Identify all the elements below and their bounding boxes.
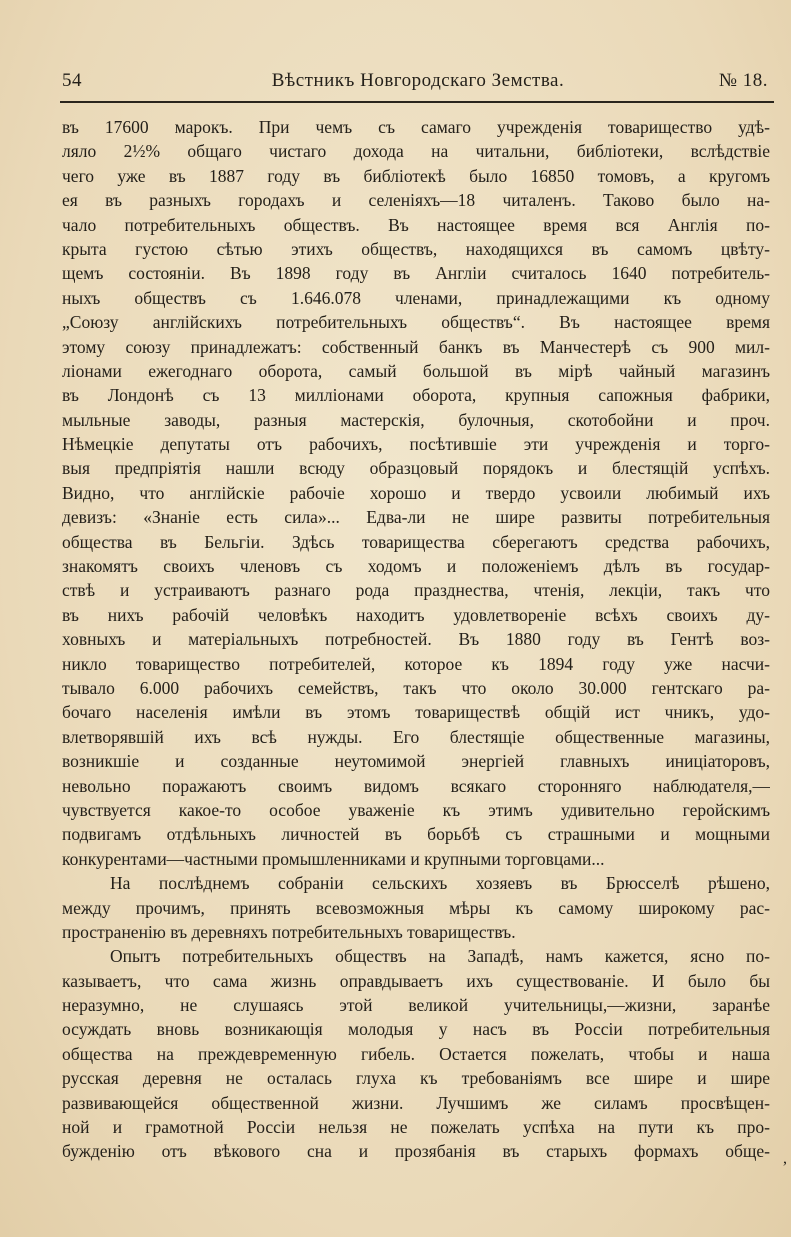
text-line: чего уже въ 1887 году въ библіотекѣ было 16850 томовъ, а кругомъ	[62, 165, 770, 186]
text-line: въ Лондонѣ съ 13 милліонами оборота, крупныя сапожныя фабрики,	[62, 385, 770, 406]
text-line: ствѣ и устраиваютъ разнаго рода празднества, чтенія, лекціи, такъ что	[62, 580, 770, 601]
text-line: Видно, что англійскіе рабочіе хорошо и твердо усвоили любимый ихъ	[62, 482, 770, 503]
text-line: выя предпріятія нашли всюду образцовый порядокъ и блестящій успѣхъ.	[62, 458, 770, 479]
text-line: конкурентами—частными промышленниками и крупными торговцами...	[62, 848, 605, 869]
text-line: ной и грамотной Россіи нельзя не пожелать успѣха на пути къ про-	[62, 1117, 770, 1138]
text-line: бужденію отъ вѣкового сна и прозябанія въ старыхъ формахъ обще-	[62, 1141, 770, 1162]
text-line: этому союзу принадлежатъ: собственный банкъ въ Манчестерѣ съ 900 мил-	[62, 336, 770, 357]
body-text	[62, 115, 770, 1164]
text-line: девизъ: «Знаніе есть сила»... Едва-ли не шире развиты потребительныя	[62, 507, 770, 528]
text-line: никло товарищество потребителей, которое къ 1894 году уже насчи-	[62, 653, 770, 674]
text-line: невольно поражаютъ своимъ видомъ всякаго сторонняго наблюдателя,—	[62, 775, 770, 796]
text-line: влетворявшій ихъ всѣ нужды. Его блестящіе общественные магазины,	[62, 726, 770, 747]
text-line: возникшіе и созданные неутомимой энергіей главныхъ иниціаторовъ,	[62, 751, 770, 772]
issue-number: № 18.	[718, 70, 768, 91]
text-line: въ 17600 марокъ. При чемъ съ самаго учрежденія товарищество удѣ-	[62, 117, 770, 137]
text-line: ліонами ежегоднаго оборота, самый большой въ мірѣ чайный магазинъ	[62, 360, 770, 381]
text-line: общества въ Бельгіи. Здѣсь товарищества сберегаютъ средства рабочихъ,	[62, 531, 770, 552]
text-line: ныхъ обществъ съ 1.646.078 членами, принадлежащими къ одному	[62, 287, 770, 308]
journal-title: Вѣстникъ Новгородскаго Земства.	[271, 70, 565, 91]
text-line: бочаго населенія имѣли въ этомъ товариществѣ общій ист чникъ, удо-	[62, 702, 770, 723]
margin-mark: ,	[783, 1150, 787, 1167]
text-line: крыта густою сѣтью этихъ обществъ, находящихся въ самомъ цвѣту-	[62, 238, 770, 259]
text-line: На послѣднемъ собраніи сельскихъ хозяевъ въ Брюсселѣ рѣшено,	[110, 873, 770, 894]
text-line: чало потребительныхъ обществъ. Въ настоящее время вся Англія по-	[62, 214, 770, 235]
text-line: ляло 2½% общаго чистаго дохода на читальни, библіотеки, вслѣдствіе	[62, 141, 770, 162]
text-line: ховныхъ и матеріальныхъ потребностей. Въ 1880 году въ Гентѣ воз-	[62, 629, 770, 650]
header-rule	[60, 101, 774, 103]
text-line: подвигамъ отдѣльныхъ личностей въ борьбѣ съ страшными и мощными	[62, 824, 770, 845]
text-line: чувствуется какое-то особое уваженіе къ этимъ удивительно геройскимъ	[62, 799, 770, 820]
text-line: тывало 6.000 рабочихъ семействъ, такъ что около 30.000 гентскаго ра-	[62, 677, 770, 698]
text-line: ея въ разныхъ городахъ и селеніяхъ—18 читаленъ. Таково было на-	[62, 190, 770, 211]
text-line: знакомятъ своихъ членовъ съ ходомъ и положеніемъ дѣлъ въ государ-	[62, 556, 770, 577]
text-line: осуждать вновь возникающія молодыя у насъ въ Россіи потребительныя	[62, 1019, 770, 1040]
text-line: щемъ состояніи. Въ 1898 году въ Англіи считалось 1640 потребитель-	[62, 263, 770, 284]
text-line: общества на преждевременную гибель. Остается пожелать, чтобы и наша	[62, 1043, 770, 1064]
text-line: въ нихъ рабочій человѣкъ находитъ удовлетвореніе всѣхъ своихъ ду-	[62, 604, 770, 625]
text-line: казываетъ, что сама жизнь оправдываетъ ихъ существованіе. И было бы	[62, 970, 770, 991]
text-line: мыльные заводы, разныя мастерскія, булочныя, скотобойни и проч.	[62, 409, 770, 430]
text-line: Нѣмецкіе депутаты отъ рабочихъ, посѣтившіе эти учрежденія и торго-	[62, 434, 770, 455]
text-line: развивающейся общественной жизни. Лучшимъ же силамъ просвѣщен-	[62, 1092, 770, 1113]
text-line: русская деревня не осталась глуха къ требованіямъ все шире и шире	[62, 1068, 770, 1089]
text-line: Опытъ потребительныхъ обществъ на Западѣ, намъ кажется, ясно по-	[110, 946, 770, 967]
text-line: пространенію въ деревняхъ потребительныхъ товариществъ.	[62, 921, 516, 942]
page-number: 54	[62, 70, 82, 91]
text-line: между прочимъ, принять всевозможныя мѣры къ самому широкому рас-	[62, 897, 770, 918]
page-header	[62, 70, 774, 100]
text-line: „Союзу англійскихъ потребительныхъ обществъ“. Въ настоящее время	[62, 312, 770, 333]
text-line: неразумно, не слушаясь этой великой учительницы,—жизни, заранѣе	[62, 995, 770, 1016]
